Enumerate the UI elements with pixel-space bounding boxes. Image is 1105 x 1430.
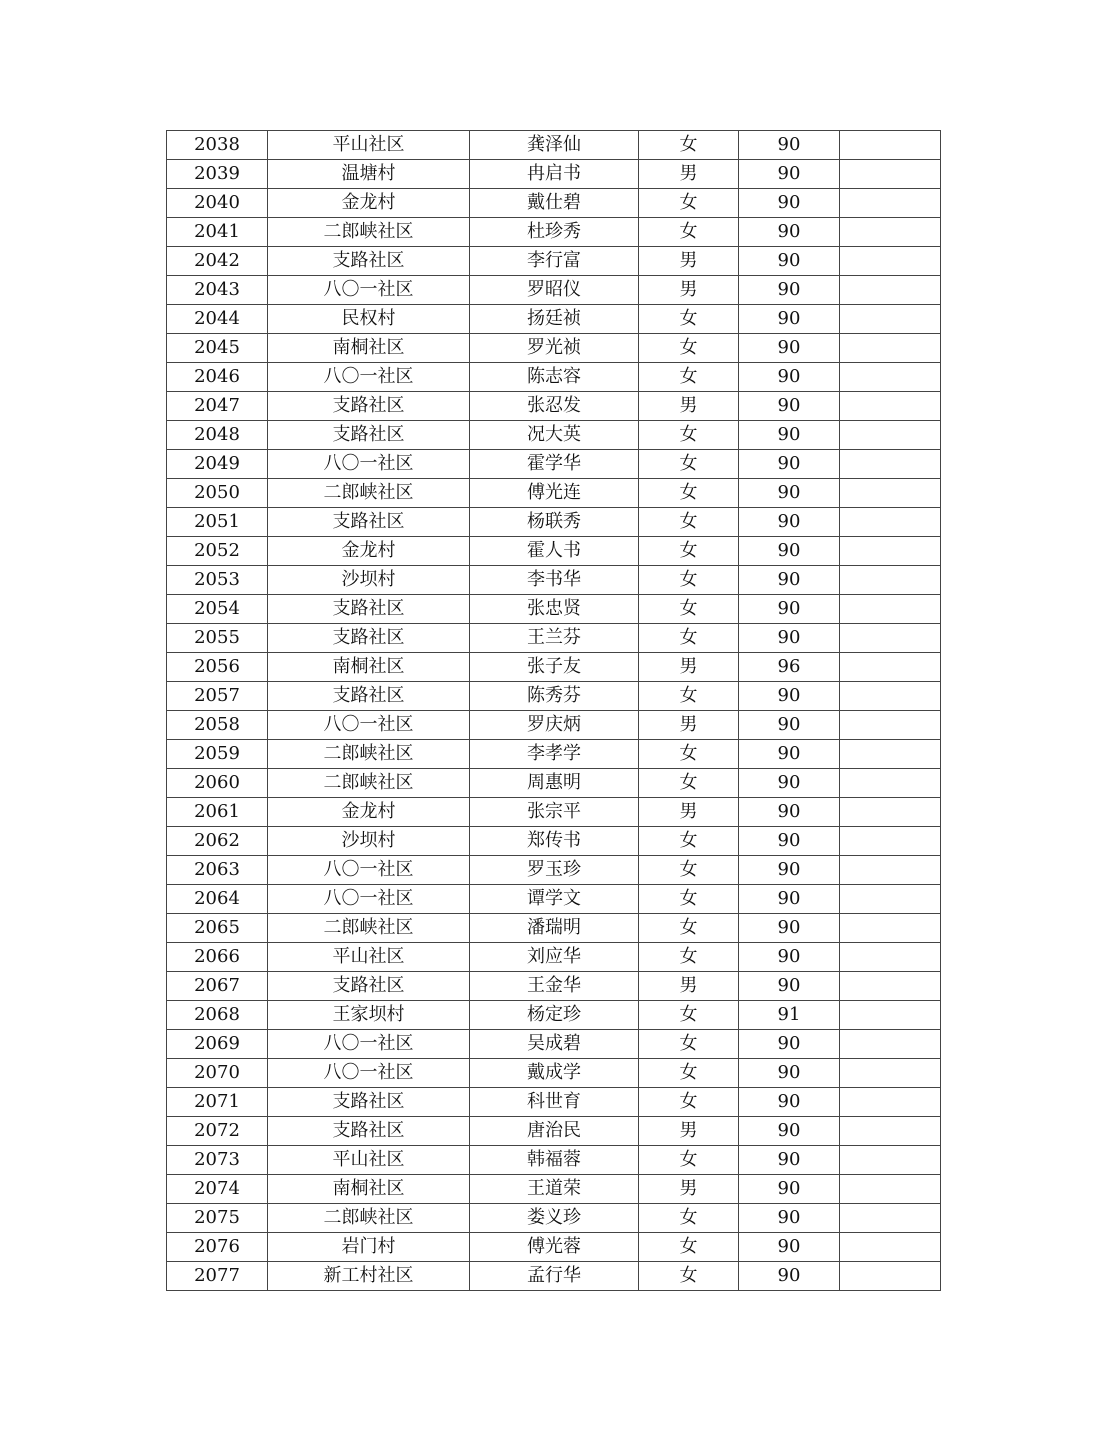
age-cell: 90 bbox=[739, 1059, 840, 1088]
table-row bbox=[167, 885, 941, 914]
row-number-cell: 2052 bbox=[167, 537, 268, 566]
age-cell: 90 bbox=[739, 537, 840, 566]
row-number-cell: 2060 bbox=[167, 769, 268, 798]
row-number-cell: 2070 bbox=[167, 1059, 268, 1088]
note-cell bbox=[840, 1117, 941, 1146]
gender-cell: 女 bbox=[639, 189, 739, 218]
age-cell: 90 bbox=[739, 624, 840, 653]
age-cell: 90 bbox=[739, 1146, 840, 1175]
name-cell: 陈秀芬 bbox=[470, 682, 639, 711]
name-cell: 李孝学 bbox=[470, 740, 639, 769]
table-row bbox=[167, 798, 941, 827]
age-cell: 96 bbox=[739, 653, 840, 682]
gender-cell: 男 bbox=[639, 972, 739, 1001]
gender-cell: 男 bbox=[639, 1175, 739, 1204]
name-cell: 罗光祯 bbox=[470, 334, 639, 363]
row-number-cell: 2067 bbox=[167, 972, 268, 1001]
age-cell: 90 bbox=[739, 421, 840, 450]
note-cell bbox=[840, 247, 941, 276]
gender-cell: 男 bbox=[639, 711, 739, 740]
note-cell bbox=[840, 1146, 941, 1175]
age-cell: 90 bbox=[739, 682, 840, 711]
row-number-cell: 2073 bbox=[167, 1146, 268, 1175]
age-cell: 90 bbox=[739, 508, 840, 537]
row-number-cell: 2044 bbox=[167, 305, 268, 334]
community-cell: 岩门村 bbox=[268, 1233, 470, 1262]
name-cell: 李行富 bbox=[470, 247, 639, 276]
gender-cell: 女 bbox=[639, 1262, 739, 1291]
age-cell: 90 bbox=[739, 276, 840, 305]
row-number-cell: 2063 bbox=[167, 856, 268, 885]
row-number-cell: 2047 bbox=[167, 392, 268, 421]
gender-cell: 女 bbox=[639, 479, 739, 508]
table-row bbox=[167, 1233, 941, 1262]
gender-cell: 男 bbox=[639, 798, 739, 827]
row-number-cell: 2065 bbox=[167, 914, 268, 943]
row-number-cell: 2046 bbox=[167, 363, 268, 392]
row-number-cell: 2072 bbox=[167, 1117, 268, 1146]
community-cell: 二郎峡社区 bbox=[268, 479, 470, 508]
age-cell: 90 bbox=[739, 1088, 840, 1117]
name-cell: 潘瑞明 bbox=[470, 914, 639, 943]
table-row bbox=[167, 653, 941, 682]
note-cell bbox=[840, 392, 941, 421]
gender-cell: 男 bbox=[639, 276, 739, 305]
gender-cell: 男 bbox=[639, 1117, 739, 1146]
gender-cell: 女 bbox=[639, 740, 739, 769]
gender-cell: 女 bbox=[639, 885, 739, 914]
note-cell bbox=[840, 450, 941, 479]
note-cell bbox=[840, 1030, 941, 1059]
age-cell: 90 bbox=[739, 566, 840, 595]
table-row bbox=[167, 160, 941, 189]
row-number-cell: 2077 bbox=[167, 1262, 268, 1291]
community-cell: 金龙村 bbox=[268, 798, 470, 827]
name-cell: 杨定珍 bbox=[470, 1001, 639, 1030]
row-number-cell: 2056 bbox=[167, 653, 268, 682]
note-cell bbox=[840, 479, 941, 508]
row-number-cell: 2042 bbox=[167, 247, 268, 276]
row-number-cell: 2050 bbox=[167, 479, 268, 508]
gender-cell: 女 bbox=[639, 508, 739, 537]
community-cell: 支路社区 bbox=[268, 1117, 470, 1146]
note-cell bbox=[840, 1233, 941, 1262]
age-cell: 90 bbox=[739, 1175, 840, 1204]
note-cell bbox=[840, 218, 941, 247]
table-row bbox=[167, 1204, 941, 1233]
name-cell: 扬廷祯 bbox=[470, 305, 639, 334]
row-number-cell: 2075 bbox=[167, 1204, 268, 1233]
note-cell bbox=[840, 421, 941, 450]
table-row bbox=[167, 334, 941, 363]
name-cell: 吴成碧 bbox=[470, 1030, 639, 1059]
community-cell: 八〇一社区 bbox=[268, 363, 470, 392]
table-row bbox=[167, 508, 941, 537]
age-cell: 90 bbox=[739, 595, 840, 624]
community-cell: 支路社区 bbox=[268, 972, 470, 1001]
community-cell: 二郎峡社区 bbox=[268, 769, 470, 798]
age-cell: 90 bbox=[739, 131, 840, 160]
community-cell: 支路社区 bbox=[268, 595, 470, 624]
name-cell: 张子友 bbox=[470, 653, 639, 682]
note-cell bbox=[840, 682, 941, 711]
gender-cell: 女 bbox=[639, 1233, 739, 1262]
name-cell: 罗玉珍 bbox=[470, 856, 639, 885]
note-cell bbox=[840, 1262, 941, 1291]
table-row bbox=[167, 1175, 941, 1204]
row-number-cell: 2058 bbox=[167, 711, 268, 740]
note-cell bbox=[840, 711, 941, 740]
age-cell: 90 bbox=[739, 1262, 840, 1291]
table-row bbox=[167, 566, 941, 595]
table-row bbox=[167, 1030, 941, 1059]
table-row bbox=[167, 1059, 941, 1088]
gender-cell: 男 bbox=[639, 653, 739, 682]
community-cell: 八〇一社区 bbox=[268, 276, 470, 305]
name-cell: 李书华 bbox=[470, 566, 639, 595]
row-number-cell: 2062 bbox=[167, 827, 268, 856]
note-cell bbox=[840, 1088, 941, 1117]
note-cell bbox=[840, 769, 941, 798]
community-cell: 平山社区 bbox=[268, 131, 470, 160]
age-cell: 90 bbox=[739, 1117, 840, 1146]
name-cell: 戴成学 bbox=[470, 1059, 639, 1088]
note-cell bbox=[840, 914, 941, 943]
community-cell: 支路社区 bbox=[268, 682, 470, 711]
note-cell bbox=[840, 1059, 941, 1088]
community-cell: 支路社区 bbox=[268, 1088, 470, 1117]
community-cell: 民权村 bbox=[268, 305, 470, 334]
row-number-cell: 2055 bbox=[167, 624, 268, 653]
community-cell: 八〇一社区 bbox=[268, 1030, 470, 1059]
age-cell: 90 bbox=[739, 1233, 840, 1262]
row-number-cell: 2043 bbox=[167, 276, 268, 305]
age-cell: 90 bbox=[739, 798, 840, 827]
gender-cell: 女 bbox=[639, 218, 739, 247]
community-cell: 南桐社区 bbox=[268, 653, 470, 682]
age-cell: 90 bbox=[739, 943, 840, 972]
age-cell: 90 bbox=[739, 827, 840, 856]
row-number-cell: 2040 bbox=[167, 189, 268, 218]
gender-cell: 女 bbox=[639, 1088, 739, 1117]
table-row bbox=[167, 943, 941, 972]
row-number-cell: 2071 bbox=[167, 1088, 268, 1117]
gender-cell: 女 bbox=[639, 363, 739, 392]
note-cell bbox=[840, 189, 941, 218]
table-row bbox=[167, 827, 941, 856]
age-cell: 90 bbox=[739, 972, 840, 1001]
name-cell: 霍人书 bbox=[470, 537, 639, 566]
community-cell: 金龙村 bbox=[268, 189, 470, 218]
gender-cell: 女 bbox=[639, 682, 739, 711]
community-cell: 二郎峡社区 bbox=[268, 1204, 470, 1233]
community-cell: 支路社区 bbox=[268, 247, 470, 276]
row-number-cell: 2045 bbox=[167, 334, 268, 363]
name-cell: 戴仕碧 bbox=[470, 189, 639, 218]
community-cell: 八〇一社区 bbox=[268, 1059, 470, 1088]
gender-cell: 女 bbox=[639, 1204, 739, 1233]
name-cell: 况大英 bbox=[470, 421, 639, 450]
name-cell: 王兰芬 bbox=[470, 624, 639, 653]
name-cell: 张宗平 bbox=[470, 798, 639, 827]
name-cell: 傅光连 bbox=[470, 479, 639, 508]
community-cell: 支路社区 bbox=[268, 508, 470, 537]
age-cell: 90 bbox=[739, 711, 840, 740]
note-cell bbox=[840, 131, 941, 160]
note-cell bbox=[840, 276, 941, 305]
gender-cell: 女 bbox=[639, 305, 739, 334]
age-cell: 90 bbox=[739, 1204, 840, 1233]
community-cell: 新工村社区 bbox=[268, 1262, 470, 1291]
community-cell: 平山社区 bbox=[268, 943, 470, 972]
name-cell: 罗庆炳 bbox=[470, 711, 639, 740]
row-number-cell: 2039 bbox=[167, 160, 268, 189]
note-cell bbox=[840, 595, 941, 624]
gender-cell: 女 bbox=[639, 421, 739, 450]
table-row bbox=[167, 247, 941, 276]
table-row bbox=[167, 479, 941, 508]
community-cell: 支路社区 bbox=[268, 624, 470, 653]
community-cell: 八〇一社区 bbox=[268, 856, 470, 885]
age-cell: 90 bbox=[739, 1030, 840, 1059]
age-cell: 90 bbox=[739, 334, 840, 363]
age-cell: 90 bbox=[739, 218, 840, 247]
name-cell: 王道荣 bbox=[470, 1175, 639, 1204]
gender-cell: 女 bbox=[639, 566, 739, 595]
name-cell: 谭学文 bbox=[470, 885, 639, 914]
note-cell bbox=[840, 856, 941, 885]
gender-cell: 女 bbox=[639, 827, 739, 856]
gender-cell: 女 bbox=[639, 595, 739, 624]
gender-cell: 女 bbox=[639, 131, 739, 160]
row-number-cell: 2057 bbox=[167, 682, 268, 711]
name-cell: 刘应华 bbox=[470, 943, 639, 972]
community-cell: 二郎峡社区 bbox=[268, 218, 470, 247]
gender-cell: 女 bbox=[639, 1059, 739, 1088]
table-row bbox=[167, 276, 941, 305]
age-cell: 90 bbox=[739, 392, 840, 421]
note-cell bbox=[840, 363, 941, 392]
table-row bbox=[167, 856, 941, 885]
gender-cell: 女 bbox=[639, 943, 739, 972]
note-cell bbox=[840, 1001, 941, 1030]
age-cell: 90 bbox=[739, 160, 840, 189]
age-cell: 90 bbox=[739, 479, 840, 508]
row-number-cell: 2068 bbox=[167, 1001, 268, 1030]
note-cell bbox=[840, 566, 941, 595]
row-number-cell: 2054 bbox=[167, 595, 268, 624]
community-cell: 沙坝村 bbox=[268, 827, 470, 856]
table-row bbox=[167, 537, 941, 566]
age-cell: 90 bbox=[739, 885, 840, 914]
table-row bbox=[167, 682, 941, 711]
community-cell: 八〇一社区 bbox=[268, 711, 470, 740]
note-cell bbox=[840, 740, 941, 769]
note-cell bbox=[840, 1175, 941, 1204]
table-row bbox=[167, 189, 941, 218]
table-row bbox=[167, 740, 941, 769]
table-row bbox=[167, 421, 941, 450]
table-row bbox=[167, 972, 941, 1001]
gender-cell: 女 bbox=[639, 914, 739, 943]
note-cell bbox=[840, 827, 941, 856]
gender-cell: 女 bbox=[639, 1146, 739, 1175]
gender-cell: 女 bbox=[639, 1030, 739, 1059]
community-cell: 沙坝村 bbox=[268, 566, 470, 595]
table-row bbox=[167, 1001, 941, 1030]
gender-cell: 女 bbox=[639, 1001, 739, 1030]
table-row bbox=[167, 1262, 941, 1291]
table-row bbox=[167, 218, 941, 247]
note-cell bbox=[840, 305, 941, 334]
community-cell: 南桐社区 bbox=[268, 1175, 470, 1204]
row-number-cell: 2076 bbox=[167, 1233, 268, 1262]
table-row bbox=[167, 769, 941, 798]
name-cell: 冉启书 bbox=[470, 160, 639, 189]
note-cell bbox=[840, 537, 941, 566]
table-row bbox=[167, 131, 941, 160]
community-cell: 八〇一社区 bbox=[268, 885, 470, 914]
name-cell: 罗昭仪 bbox=[470, 276, 639, 305]
name-cell: 娄义珍 bbox=[470, 1204, 639, 1233]
row-number-cell: 2049 bbox=[167, 450, 268, 479]
table-row bbox=[167, 624, 941, 653]
table-row bbox=[167, 711, 941, 740]
name-cell: 科世育 bbox=[470, 1088, 639, 1117]
name-cell: 王金华 bbox=[470, 972, 639, 1001]
community-cell: 八〇一社区 bbox=[268, 450, 470, 479]
community-cell: 支路社区 bbox=[268, 392, 470, 421]
age-cell: 90 bbox=[739, 740, 840, 769]
table-row bbox=[167, 392, 941, 421]
note-cell bbox=[840, 160, 941, 189]
community-cell: 南桐社区 bbox=[268, 334, 470, 363]
table-row bbox=[167, 595, 941, 624]
note-cell bbox=[840, 972, 941, 1001]
age-cell: 90 bbox=[739, 450, 840, 479]
row-number-cell: 2074 bbox=[167, 1175, 268, 1204]
gender-cell: 女 bbox=[639, 450, 739, 479]
gender-cell: 女 bbox=[639, 856, 739, 885]
name-cell: 霍学华 bbox=[470, 450, 639, 479]
name-cell: 郑传书 bbox=[470, 827, 639, 856]
community-cell: 金龙村 bbox=[268, 537, 470, 566]
table-row bbox=[167, 914, 941, 943]
name-cell: 周惠明 bbox=[470, 769, 639, 798]
row-number-cell: 2064 bbox=[167, 885, 268, 914]
row-number-cell: 2059 bbox=[167, 740, 268, 769]
age-cell: 90 bbox=[739, 914, 840, 943]
name-cell: 张忍发 bbox=[470, 392, 639, 421]
name-cell: 孟行华 bbox=[470, 1262, 639, 1291]
gender-cell: 女 bbox=[639, 769, 739, 798]
community-cell: 二郎峡社区 bbox=[268, 914, 470, 943]
community-cell: 二郎峡社区 bbox=[268, 740, 470, 769]
gender-cell: 男 bbox=[639, 160, 739, 189]
note-cell bbox=[840, 624, 941, 653]
row-number-cell: 2041 bbox=[167, 218, 268, 247]
name-cell: 韩福蓉 bbox=[470, 1146, 639, 1175]
note-cell bbox=[840, 943, 941, 972]
community-cell: 平山社区 bbox=[268, 1146, 470, 1175]
table-row bbox=[167, 1088, 941, 1117]
community-cell: 支路社区 bbox=[268, 421, 470, 450]
row-number-cell: 2066 bbox=[167, 943, 268, 972]
row-number-cell: 2038 bbox=[167, 131, 268, 160]
name-cell: 陈志容 bbox=[470, 363, 639, 392]
roster-table bbox=[166, 130, 941, 1291]
gender-cell: 女 bbox=[639, 334, 739, 363]
note-cell bbox=[840, 798, 941, 827]
community-cell: 温塘村 bbox=[268, 160, 470, 189]
age-cell: 90 bbox=[739, 189, 840, 218]
name-cell: 张忠贤 bbox=[470, 595, 639, 624]
table-row bbox=[167, 305, 941, 334]
age-cell: 90 bbox=[739, 856, 840, 885]
name-cell: 杨联秀 bbox=[470, 508, 639, 537]
name-cell: 唐治民 bbox=[470, 1117, 639, 1146]
row-number-cell: 2069 bbox=[167, 1030, 268, 1059]
row-number-cell: 2051 bbox=[167, 508, 268, 537]
row-number-cell: 2053 bbox=[167, 566, 268, 595]
name-cell: 龚泽仙 bbox=[470, 131, 639, 160]
table-row bbox=[167, 363, 941, 392]
name-cell: 傅光蓉 bbox=[470, 1233, 639, 1262]
table-row bbox=[167, 1146, 941, 1175]
note-cell bbox=[840, 334, 941, 363]
gender-cell: 男 bbox=[639, 392, 739, 421]
age-cell: 90 bbox=[739, 363, 840, 392]
row-number-cell: 2061 bbox=[167, 798, 268, 827]
gender-cell: 女 bbox=[639, 537, 739, 566]
name-cell: 杜珍秀 bbox=[470, 218, 639, 247]
age-cell: 90 bbox=[739, 769, 840, 798]
note-cell bbox=[840, 885, 941, 914]
gender-cell: 女 bbox=[639, 624, 739, 653]
table-row bbox=[167, 450, 941, 479]
note-cell bbox=[840, 653, 941, 682]
table-row bbox=[167, 1117, 941, 1146]
age-cell: 91 bbox=[739, 1001, 840, 1030]
community-cell: 王家坝村 bbox=[268, 1001, 470, 1030]
age-cell: 90 bbox=[739, 305, 840, 334]
roster-table-body bbox=[167, 131, 941, 1291]
row-number-cell: 2048 bbox=[167, 421, 268, 450]
age-cell: 90 bbox=[739, 247, 840, 276]
gender-cell: 男 bbox=[639, 247, 739, 276]
note-cell bbox=[840, 508, 941, 537]
note-cell bbox=[840, 1204, 941, 1233]
